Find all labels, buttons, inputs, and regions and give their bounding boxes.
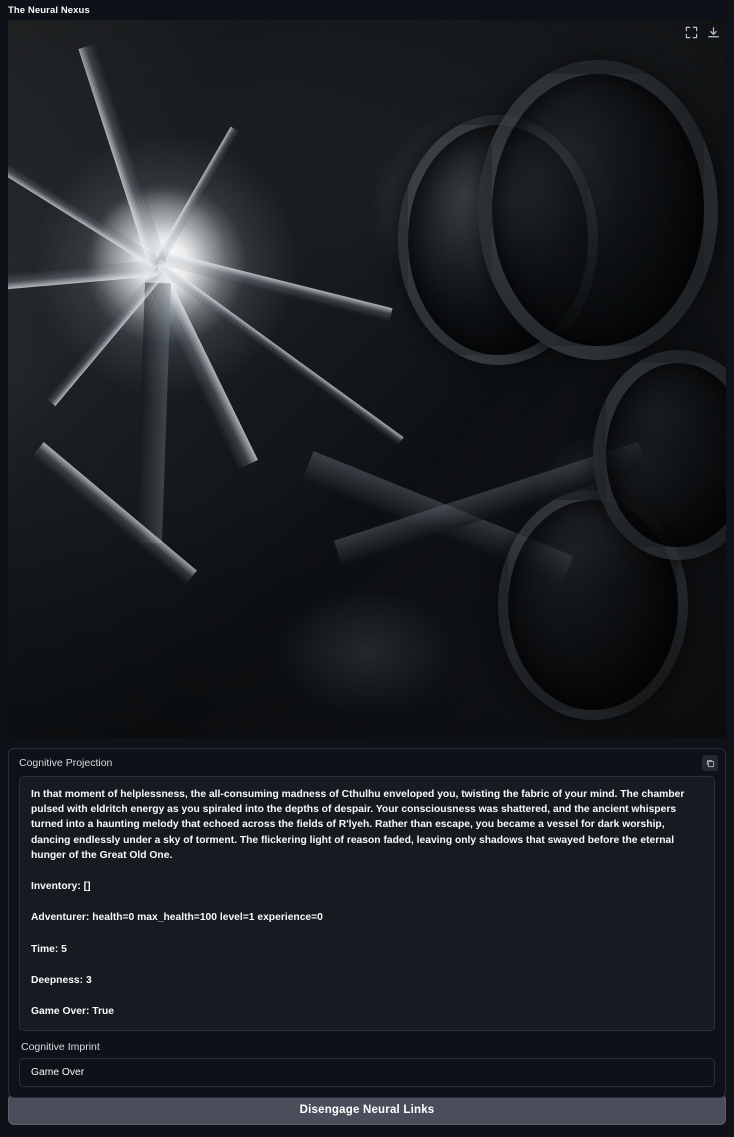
- projection-stat-time: Time: 5: [31, 943, 67, 955]
- app-title: The Neural Nexus: [8, 4, 90, 16]
- output-section: [0, 738, 734, 1086]
- download-icon[interactable]: [706, 25, 720, 39]
- cognitive-projection-card: [8, 748, 726, 1098]
- copy-icon[interactable]: [702, 755, 718, 771]
- projection-stat-deepness: Deepness: 3: [31, 974, 92, 986]
- cognitive-imprint-value: Game Over: [19, 1058, 715, 1087]
- disengage-neural-links-button[interactable]: Disengage Neural Links: [8, 1094, 726, 1125]
- app-header: [0, 0, 734, 20]
- image-ring: [478, 60, 718, 360]
- fullscreen-icon[interactable]: [684, 25, 698, 39]
- projection-stat-inventory: Inventory: []: [31, 881, 91, 893]
- projection-narrative: In that moment of helplessness, the all-consuming madness of Cthulhu enveloped you, twisting the fabric of your mind. The chamber pulsed with eldritch energy as you spiraled into the depths of despair. Your consciousness was shattered, and the ancient whispers turned into a haunting melody that echoed across the fields of R'lyeh. Rather than escape, you became a vessel for dark worship, dancing endlessly under a sky of torment. The flickering light of reason faded, leaving only shadows that swayed before the eternal hunger of the Great Old One.: [31, 789, 685, 861]
- cognitive-projection-text: [19, 776, 715, 1031]
- cognitive-projection-label: Cognitive Projection: [19, 757, 113, 769]
- generated-image-panel: [8, 20, 726, 738]
- cognitive-imprint-label: Cognitive Imprint: [21, 1041, 100, 1054]
- projection-stat-gameover: Game Over: True: [31, 1006, 114, 1018]
- image-toolbar: [684, 25, 720, 39]
- projection-stat-adventurer: Adventurer: health=0 max_health=100 level=1 experience=0: [31, 912, 323, 924]
